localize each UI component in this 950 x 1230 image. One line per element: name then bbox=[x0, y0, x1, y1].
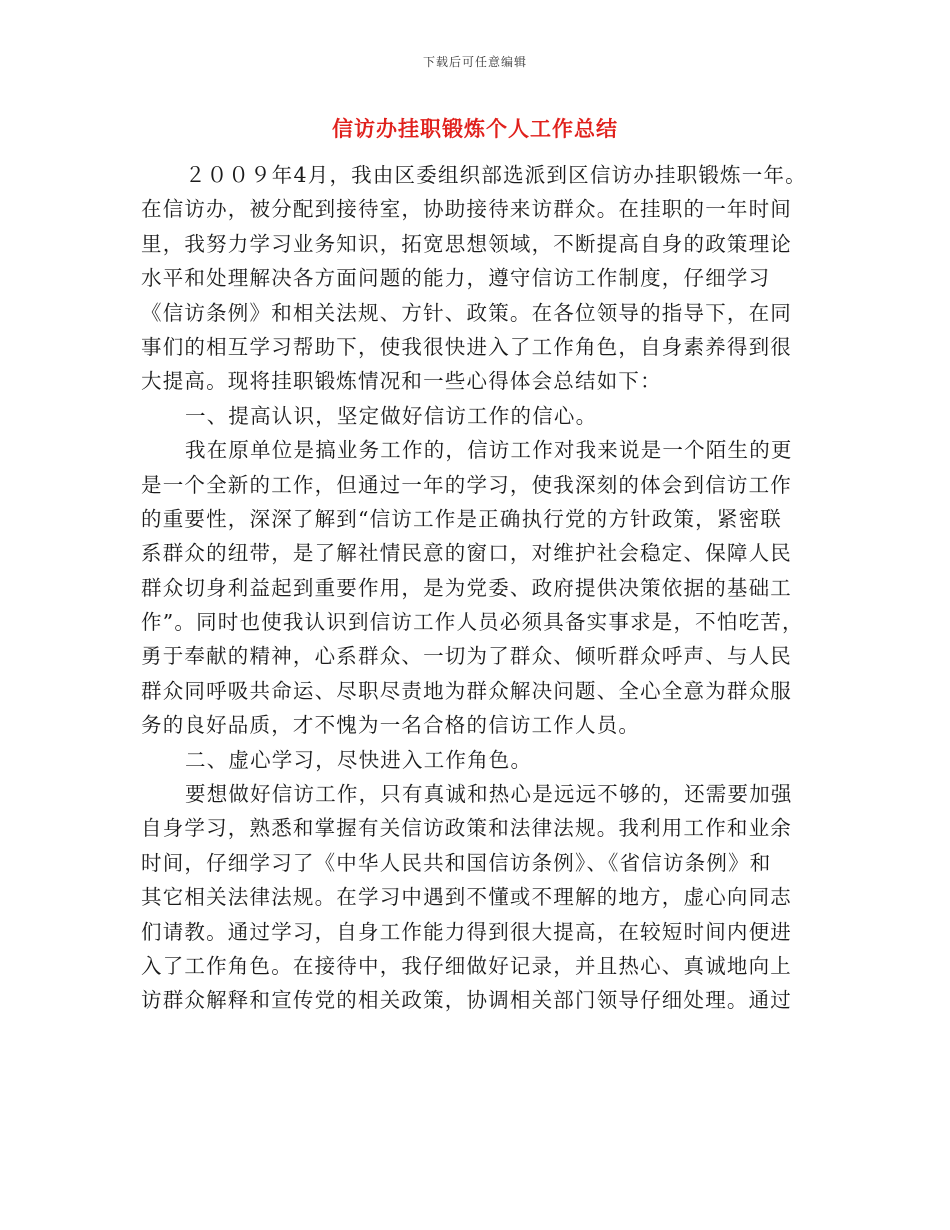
section-heading-2: 二、虚心学习，尽快进入工作角色。 bbox=[185, 747, 533, 772]
text-line-24: 入了工作角色。在接待中，我仔细做好记录，并且热心、真诚地向上 bbox=[141, 953, 792, 978]
text-line-1: ２００９年4月，我由区委组织部选派到区信访办挂职锻炼一年。 bbox=[185, 163, 807, 187]
document-title: 信访办挂职锻炼个人工作总结 bbox=[332, 116, 618, 141]
text-line-15: 勇于奉献的精神，心系群众、一切为了群众、倾听群众呼声、与人民 bbox=[141, 644, 792, 669]
text-line-12: 系群众的纽带，是了解社情民意的窗口，对维护社会稳定、保障人民 bbox=[141, 541, 792, 566]
text-line-16: 群众同呼吸共命运、尽职尽责地为群众解决问题、全心全意为群众服 bbox=[141, 678, 792, 703]
text-line-3: 里，我努力学习业务知识，拓宽思想领域，不断提高自身的政策理论 bbox=[141, 231, 792, 256]
text-line-9: 我在原单位是搞业务工作的，信访工作对我来说是一个陌生的更 bbox=[185, 438, 793, 463]
text-line-13: 群众切身利益起到重要作用，是为党委、政府提供决策依据的基础工 bbox=[141, 575, 792, 600]
text-line-14: 作”。同时也使我认识到信访工作人员必须具备实事求是，不怕吃苦， bbox=[141, 610, 804, 635]
text-line-19: 要想做好信访工作，只有真诚和热心是远远不够的，还需要加强 bbox=[185, 782, 793, 807]
text-line-11: 的重要性，深深了解到“信访工作是正确执行党的方针政策，紧密联 bbox=[141, 506, 782, 531]
document-body bbox=[141, 158, 807, 1018]
text-line-7: 大提高。现将挂职锻炼情况和一些心得体会总结如下： bbox=[141, 369, 662, 394]
text-line-22: 其它相关法律法规。在学习中遇到不懂或不理解的地方，虚心向同志 bbox=[141, 885, 792, 910]
text-line-17: 务的良好品质，才不愧为一名合格的信访工作人员。 bbox=[141, 713, 641, 738]
text-line-10: 是一个全新的工作，但通过一年的学习，使我深刻的体会到信访工作 bbox=[141, 472, 792, 497]
text-line-5: 《信访条例》和相关法规、方针、政策。在各位领导的指导下，在同 bbox=[141, 300, 792, 325]
text-line-20: 自身学习，熟悉和掌握有关信访政策和法律法规。我利用工作和业余 bbox=[141, 816, 792, 841]
section-heading-1: 一、提高认识，坚定做好信访工作的信心。 bbox=[185, 403, 598, 428]
header-note: 下载后可任意编辑 bbox=[422, 55, 527, 69]
text-line-23: 们请教。通过学习，自身工作能力得到很大提高，在较短时间内便进 bbox=[141, 919, 792, 944]
text-line-25: 访群众解释和宣传党的相关政策，协调相关部门领导仔细处理。通过 bbox=[141, 988, 792, 1013]
text-line-2: 在信访办，被分配到接待室，协助接待来访群众。在挂职的一年时间 bbox=[141, 197, 792, 222]
text-line-6: 事们的相互学习帮助下，使我很快进入了工作角色，自身素养得到很 bbox=[141, 334, 792, 359]
text-line-21: 时间，仔细学习了《中华人民共和国信访条例》、《省信访条例》和 bbox=[141, 850, 772, 875]
text-line-4: 水平和处理解决各方面问题的能力，遵守信访工作制度，仔细学习 bbox=[141, 266, 771, 291]
